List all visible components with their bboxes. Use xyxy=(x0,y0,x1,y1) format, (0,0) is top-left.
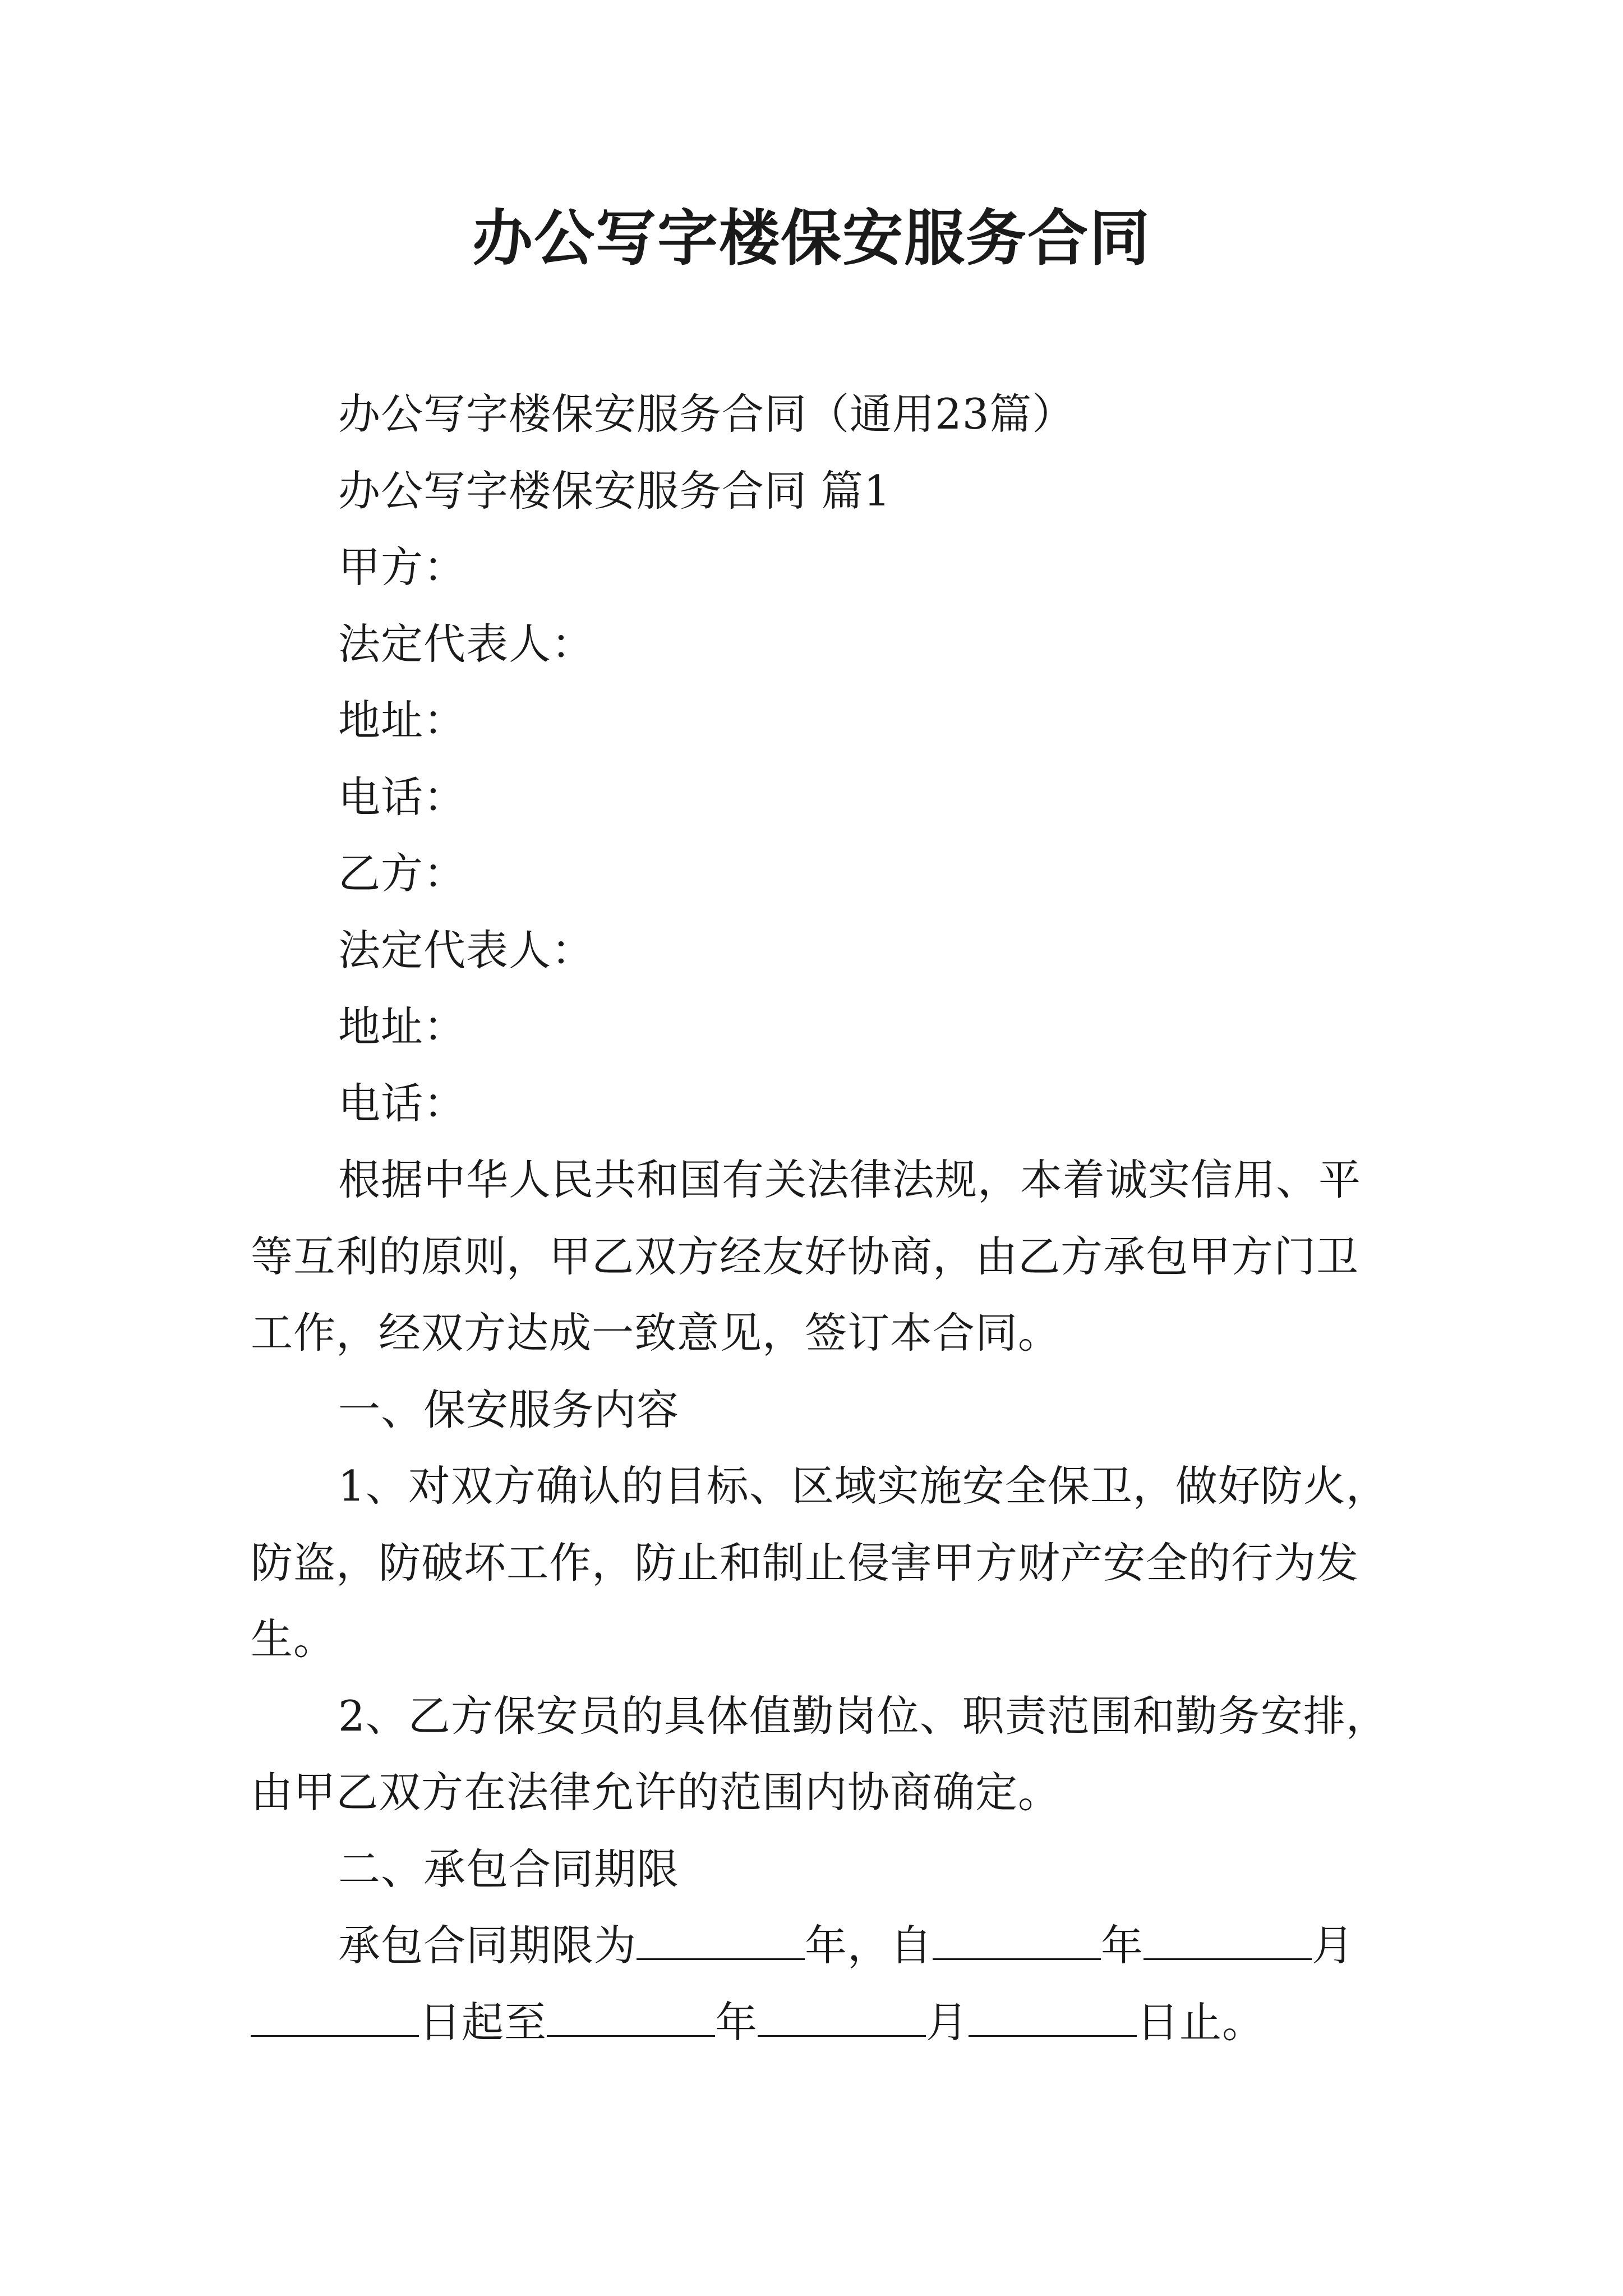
document-title: 办公写字楼保安服务合同 xyxy=(472,203,1151,274)
start-month-blank xyxy=(1144,1919,1312,1960)
document-subtitle: 办公写字楼保安服务合同（通用23篇） xyxy=(338,389,1075,439)
party-b-label: 乙方： xyxy=(338,849,467,898)
party-a-label: 甲方： xyxy=(338,542,467,592)
end-day-blank xyxy=(969,1996,1137,2037)
term-year-from-text: 年，自 xyxy=(805,1921,933,1970)
term-years-blank xyxy=(637,1919,805,1960)
document-body xyxy=(251,376,1389,2060)
term-prefix-text: 承包合同期限为 xyxy=(338,1921,637,1970)
contract-term-paragraph xyxy=(251,1907,1389,2060)
end-year-blank xyxy=(547,1996,715,2037)
end-month-text: 月 xyxy=(926,1997,969,2047)
start-day-text: 日起至 xyxy=(419,1997,547,2047)
party-b-phone-label: 电话： xyxy=(338,1078,467,1128)
section1-item1: 1、对双方确认的目标、区域实施安全保卫，做好防火，防盗，防破坏工作，防止和制止侵害甲方财产安全的行为发生。 xyxy=(251,1461,1389,1664)
section1-heading: 一、保安服务内容 xyxy=(338,1384,680,1434)
start-year-text: 年 xyxy=(1101,1921,1144,1970)
end-day-text: 日止。 xyxy=(1137,1997,1265,2047)
party-a-representative-label: 法定代表人： xyxy=(338,619,594,669)
party-a-phone-label: 电话： xyxy=(338,772,467,822)
party-a-address-label: 地址： xyxy=(338,696,467,745)
party-b-representative-label: 法定代表人： xyxy=(338,925,594,975)
start-month-text: 月 xyxy=(1312,1921,1355,1970)
section-heading: 办公写字楼保安服务合同 篇1 xyxy=(338,466,891,516)
preamble-paragraph: 根据中华人民共和国有关法律法规，本着诚实信用、平等互利的原则，甲乙双方经友好协商，由乙方承包甲方门卫工作，经双方达成一致意见，签订本合同。 xyxy=(251,1155,1362,1358)
section1-item2: 2、乙方保安员的具体值勤岗位、职责范围和勤务安排，由甲乙双方在法律允许的范围内协商确定。 xyxy=(251,1691,1389,1817)
section2-heading: 二、承包合同期限 xyxy=(338,1844,680,1894)
end-year-text: 年 xyxy=(715,1997,758,2047)
party-b-address-label: 地址： xyxy=(338,1002,467,1051)
end-month-blank xyxy=(758,1996,926,2037)
start-year-blank xyxy=(933,1919,1101,1960)
start-day-blank xyxy=(251,1996,419,2037)
